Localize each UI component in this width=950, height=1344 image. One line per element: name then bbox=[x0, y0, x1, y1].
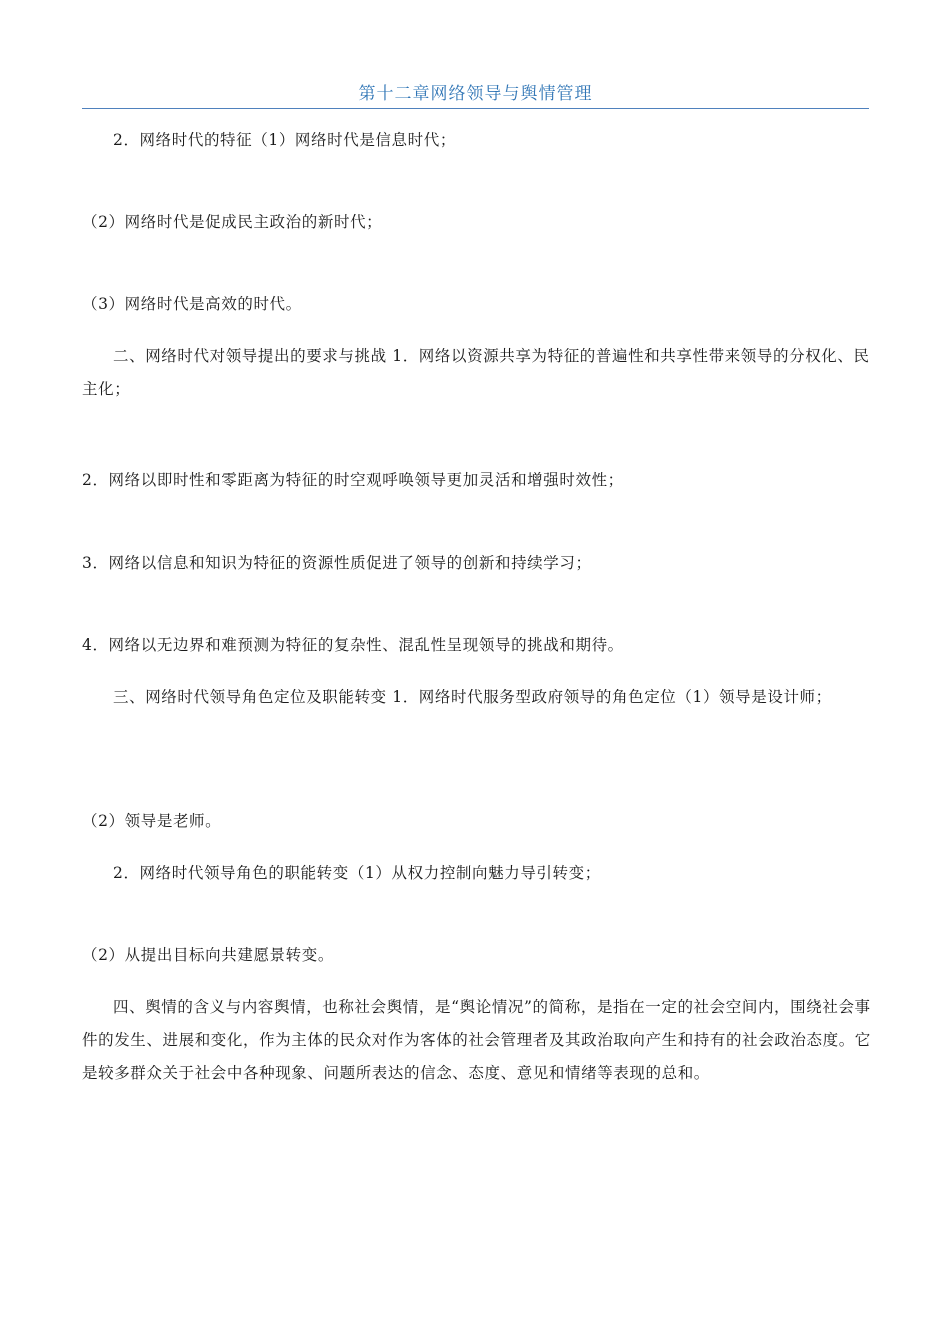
page-header bbox=[82, 80, 869, 109]
paragraph-3: （3）网络时代是高效的时代。 bbox=[82, 295, 302, 313]
paragraph-7: 4．网络以无边界和难预测为特征的复杂性、混乱性呈现领导的挑战和期待。 bbox=[82, 636, 624, 654]
paragraph-6: 3．网络以信息和知识为特征的资源性质促进了领导的创新和持续学习； bbox=[82, 554, 592, 572]
paragraph-8: 三、网络时代领导角色定位及职能转变 1．网络时代服务型政府领导的角色定位（1）领导是设计师； bbox=[113, 688, 832, 706]
paragraph-4: 二、网络时代对领导提出的要求与挑战 1．网络以资源共享为特征的普遍性和共享性带来领导的分权化、民主化； bbox=[82, 347, 870, 398]
paragraph-10: 2．网络时代领导角色的职能转变（1）从权力控制向魅力导引转变； bbox=[113, 864, 601, 882]
page-title: 第十二章网络领导与舆情管理 bbox=[358, 84, 593, 104]
paragraph-5: 2．网络以即时性和零距离为特征的时空观呼唤领导更加灵活和增强时效性； bbox=[82, 471, 624, 489]
paragraph-11: （2）从提出目标向共建愿景转变。 bbox=[82, 946, 334, 964]
paragraph-2: （2）网络时代是促成民主政治的新时代； bbox=[82, 213, 383, 231]
paragraph-12: 四、舆情的含义与内容舆情，也称社会舆情，是“舆论情况”的简称，是指在一定的社会空间内，围绕社会事件的发生、进展和变化，作为主体的民众对作为客体的社会管理者及其政治取向产生和持有的社会政治态度。它是较多群众关于社会中各种现象、问题所表达的信念、态度、意见和情绪等表现的总和。 bbox=[82, 998, 871, 1082]
paragraph-1: 2．网络时代的特征（1）网络时代是信息时代； bbox=[113, 131, 456, 149]
paragraph-9: （2）领导是老师。 bbox=[82, 812, 222, 830]
